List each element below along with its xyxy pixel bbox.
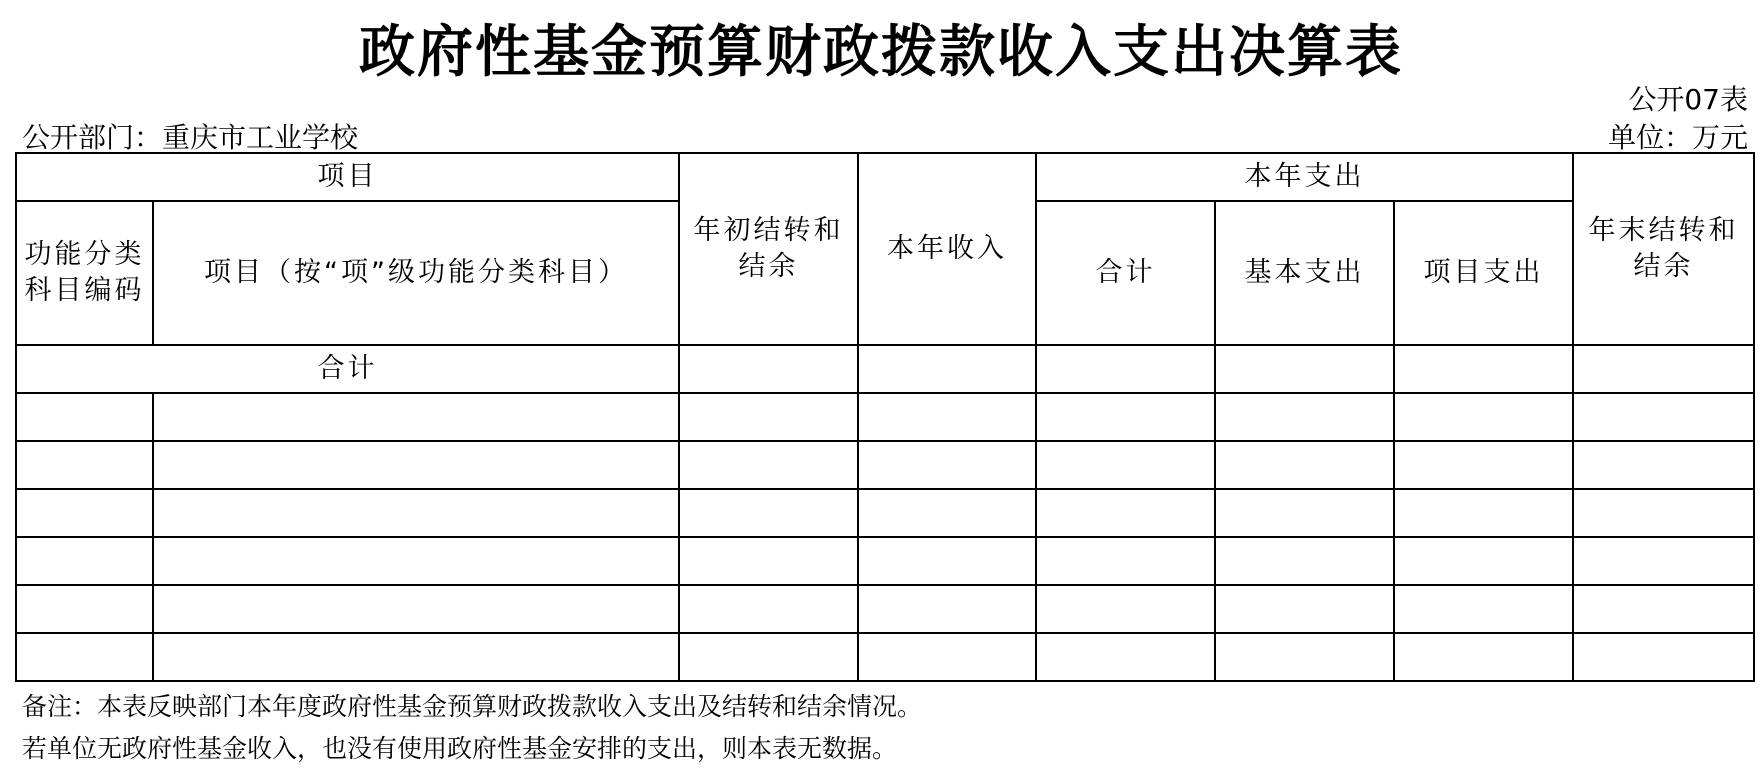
table-cell xyxy=(1215,537,1394,585)
table-cell xyxy=(16,585,153,633)
table-cell xyxy=(16,537,153,585)
note-line-1: 备注：本表反映部门本年度政府性基金预算财政拨款收入支出及结转和结余情况。 xyxy=(22,692,923,721)
header-exp-total: 合计 xyxy=(1036,201,1215,345)
table-row xyxy=(16,489,1754,537)
table-cell xyxy=(1036,441,1215,489)
table-cell xyxy=(1036,393,1215,441)
table-cell xyxy=(1215,585,1394,633)
table-cell xyxy=(1394,489,1573,537)
table-cell xyxy=(1394,585,1573,633)
header-exp-basic: 基本支出 xyxy=(1215,201,1394,345)
header-row-1 xyxy=(16,153,1754,201)
table-row xyxy=(16,537,1754,585)
table-cell xyxy=(1215,393,1394,441)
table-cell xyxy=(16,393,153,441)
table-cell xyxy=(679,441,858,489)
table-cell xyxy=(16,441,153,489)
form-number: 公开07表 xyxy=(1628,83,1748,116)
table-cell xyxy=(1215,345,1394,393)
table-cell xyxy=(679,489,858,537)
table-cell xyxy=(1394,345,1573,393)
header-func-code xyxy=(16,201,153,345)
table-cell xyxy=(1394,633,1573,681)
table-cell xyxy=(1036,633,1215,681)
table-row xyxy=(16,633,1754,681)
table-cell xyxy=(153,585,679,633)
table-cell xyxy=(153,441,679,489)
table-row xyxy=(16,441,1754,489)
table-cell xyxy=(858,633,1036,681)
header-project-item: 项目（按“项”级功能分类科目） xyxy=(153,201,679,345)
header-func-code-text: 功能分类科目编码 xyxy=(24,239,145,306)
table-cell xyxy=(16,489,153,537)
table-cell xyxy=(858,393,1036,441)
table-row xyxy=(16,393,1754,441)
table-cell xyxy=(858,537,1036,585)
table-cell xyxy=(153,393,679,441)
table-cell xyxy=(1394,441,1573,489)
table-cell xyxy=(153,633,679,681)
table-cell xyxy=(679,585,858,633)
total-label: 合计 xyxy=(16,345,679,393)
header-expenditure: 本年支出 xyxy=(1036,153,1573,201)
table-cell xyxy=(1573,489,1754,537)
note-line-2: 若单位无政府性基金收入，也没有使用政府性基金安排的支出，则本表无数据。 xyxy=(22,734,898,763)
table-cell xyxy=(1215,633,1394,681)
table-cell xyxy=(1036,537,1215,585)
header-opening-balance-text: 年初结转和结余 xyxy=(693,215,844,282)
table-cell xyxy=(679,393,858,441)
table-cell xyxy=(1215,441,1394,489)
table-row xyxy=(16,585,1754,633)
header-opening-balance xyxy=(679,153,858,345)
table-cell xyxy=(153,537,679,585)
table-cell xyxy=(1394,537,1573,585)
table-cell xyxy=(858,489,1036,537)
table-cell xyxy=(16,633,153,681)
table-cell xyxy=(1573,633,1754,681)
table-cell xyxy=(679,537,858,585)
table-cell xyxy=(858,441,1036,489)
notes xyxy=(22,686,922,770)
page-title: 政府性基金预算财政拨款收入支出决算表 xyxy=(359,19,1403,85)
table-cell xyxy=(858,585,1036,633)
table-cell xyxy=(679,633,858,681)
table-cell xyxy=(1573,345,1754,393)
table-cell xyxy=(679,345,858,393)
header-project: 项目 xyxy=(16,153,679,201)
table-cell xyxy=(1573,537,1754,585)
table-cell xyxy=(1573,393,1754,441)
table-cell xyxy=(1573,441,1754,489)
header-closing-balance xyxy=(1573,153,1754,345)
table-cell xyxy=(1036,489,1215,537)
table-cell xyxy=(1036,345,1215,393)
table-cell xyxy=(858,345,1036,393)
budget-table xyxy=(15,152,1755,682)
table-cell xyxy=(1573,585,1754,633)
table-cell xyxy=(1394,393,1573,441)
header-income: 本年收入 xyxy=(858,153,1036,345)
total-row xyxy=(16,345,1754,393)
header-exp-project: 项目支出 xyxy=(1394,201,1573,345)
table-cell xyxy=(1036,585,1215,633)
table-cell xyxy=(153,489,679,537)
header-closing-balance-text: 年末结转和结余 xyxy=(1588,215,1739,282)
unit-label: 单位：万元 xyxy=(1607,121,1748,154)
table-cell xyxy=(1215,489,1394,537)
department-label: 公开部门：重庆市工业学校 xyxy=(22,121,359,154)
